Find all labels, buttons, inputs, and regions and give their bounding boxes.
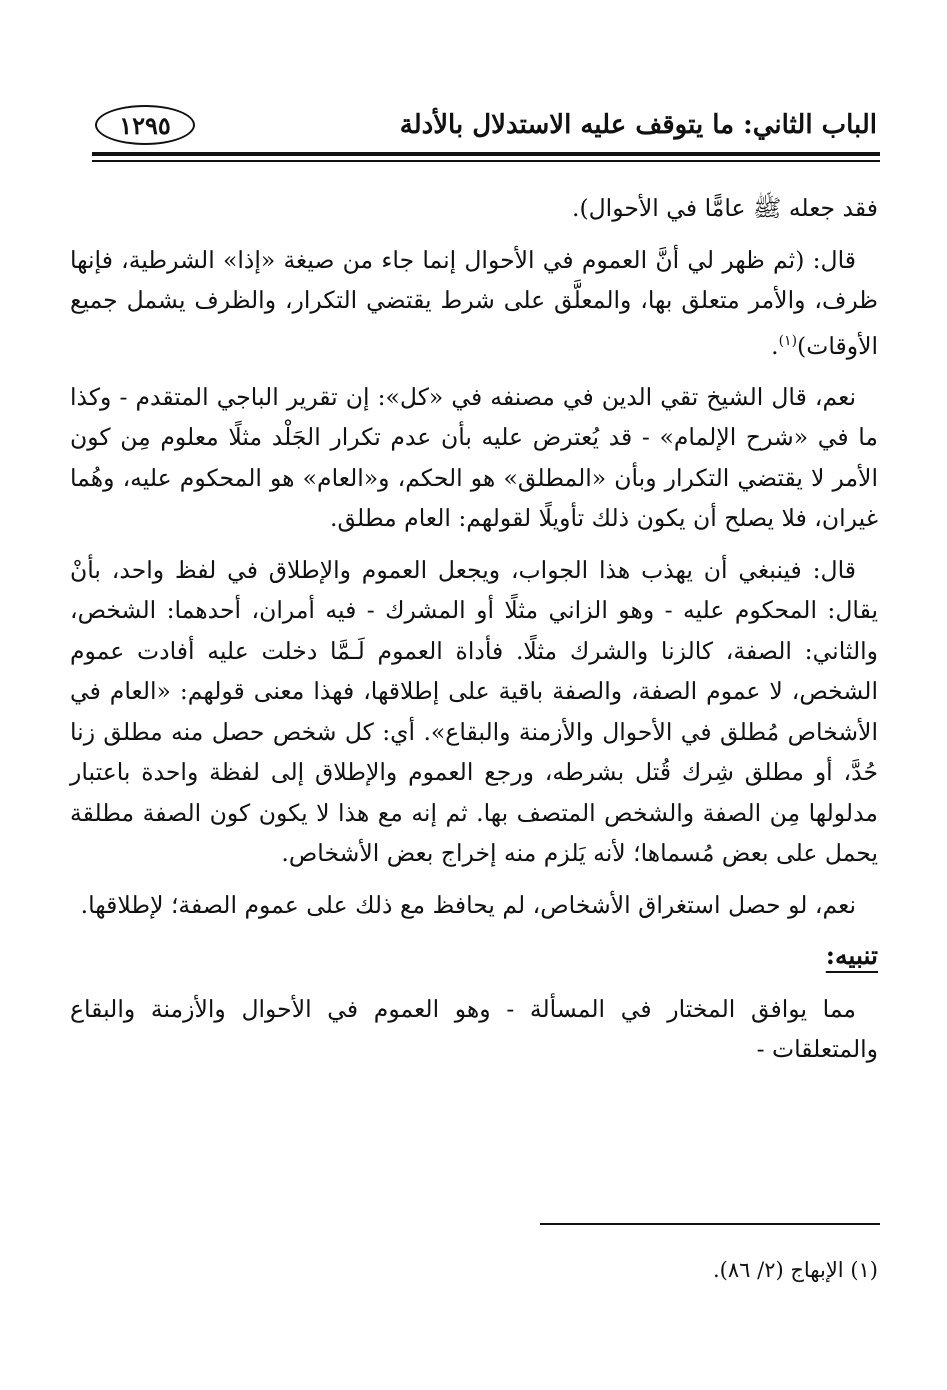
running-header: [95, 102, 877, 148]
chapter-title: الباب الثاني: ما يتوقف عليه الاستدلال بالأدلة: [399, 110, 877, 140]
header-rule-thick: [92, 152, 880, 156]
footnote-marker: (١): [778, 332, 798, 349]
paragraph-6: مما يوافق المختار في المسألة - وهو العموم في الأحوال والأزمنة والبقاع والمتعلقات -: [70, 994, 878, 1064]
paragraph-5: نعم، لو حصل استغراق الأشخاص، لم يحافظ مع ذلك على عموم الصفة؛ لإطلاقها.: [80, 890, 856, 919]
paragraph-1: فقد جعله ﷺ عامًّا في الأحوال).: [571, 194, 878, 222]
footnote-divider: [540, 1223, 880, 1225]
paragraph-4: قال: فينبغي أن يهذب هذا الجواب، ويجعل العموم والإطلاق في لفظ واحد، بأنْ يقال: المحكوم عليه - وهو الزاني مثلًا أو المشرك - فيه أمران، أحدهما: الشخص، والثاني: الصفة، كالزنا والشرك مثلًا. فأداة العموم لَـمَّا دخلت عليه أفادت عموم الشخص، لا عموم الصفة، والصفة باقية على إطلاقها، فهذا معنى قولهم: «العام في الأشخاص مُطلق في الأحوال والأزمنة والبقاع». أي: كل شخص حصل منه مطلق زنا حُدَّ، أو مطلق شِرك قُتل بشرطه، ورجع العموم والإطلاق إلى لفظة واحدة باعتبار مدلولها مِن الصفة والشخص المتصف بها. ثم إنه مع هذا لا يكون كون الصفة مطلقة يحمل على بعض مُسماها؛ لأنه يَلزم منه إخراج بعض الأشخاص.: [70, 555, 878, 868]
main-text: [70, 188, 878, 1081]
paragraph-2: قال: (ثم ظهر لي أنَّ العموم في الأحوال إنما جاء من صيغة «إذا» الشرطية، فإنها ظرف، والأمر متعلق بها، والمعلَّق على شرط يقتضي التكرار، والظرف يشمل جميع الأوقات)$^{(١)}$.: [70, 245, 878, 360]
paragraph-2-text: قال: (ثم ظهر لي أنَّ العموم في الأحوال إنما جاء من صيغة «إذا» الشرطية، فإنها ظرف، والأمر متعلق بها، والمعلَّق على شرط يقتضي التكرار، والظرف يشمل جميع الأوقات): [70, 245, 878, 360]
paragraph-3: نعم، قال الشيخ تقي الدين في مصنفه في «كل»: إن تقرير الباجي المتقدم - وكذا ما في «شرح الإلمام» - قد يُعترض عليه بأن عدم تكرار الجَلْد مثلًا معلوم مِن كون الأمر لا يقتضي التكرار وبأن «المطلق» هو الحكم، و«العام» هو المحكوم عليه، وهُما غيران، فلا يصلح أن يكون ذلك تأويلًا لقولهم: العام مطلق.: [70, 382, 878, 533]
section-heading: تنبيه:: [825, 941, 878, 971]
page-number: ١٢٩٥: [95, 105, 195, 145]
footnote: (١) الإبهاج (٢/ ٨٦).: [713, 1258, 878, 1282]
header-rule-thin: [92, 160, 880, 162]
